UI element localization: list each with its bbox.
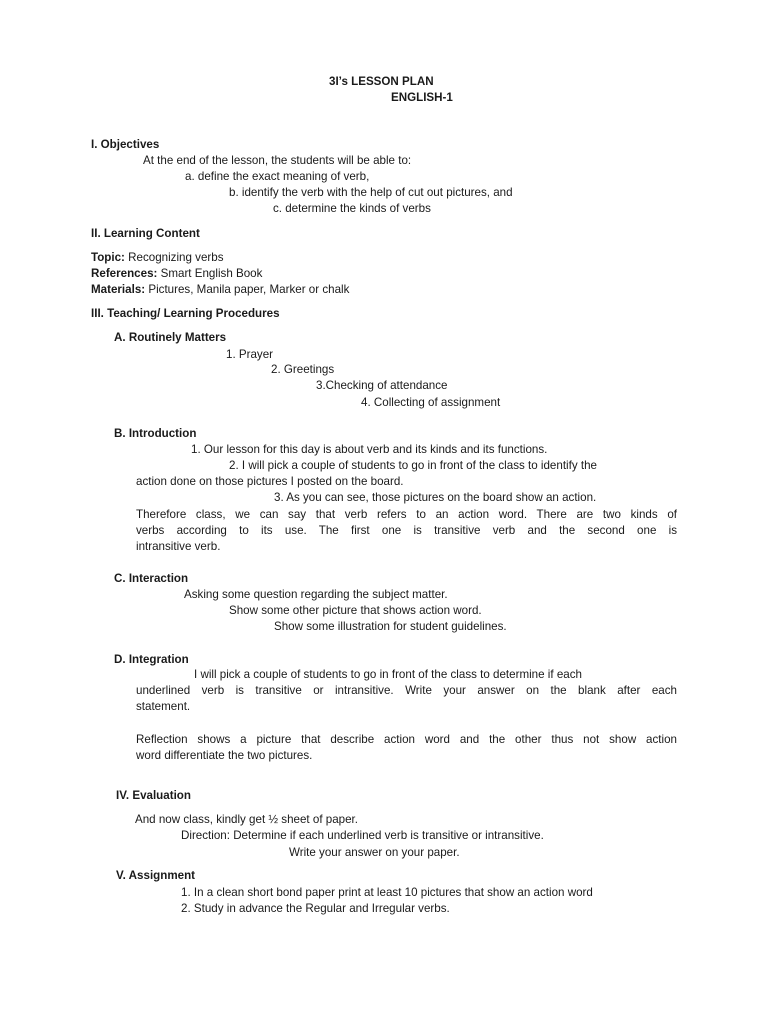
introduction-line: action done on those pictures I posted on the board.: [136, 475, 404, 488]
reflection-line: Reflection shows a picture that describe action word and the other thus not show action: [136, 733, 677, 746]
integration-line: underlined verb is transitive or intransitive. Write your answer on the blank after each: [136, 684, 677, 697]
interaction-heading: C. Interaction: [114, 572, 189, 585]
document-subtitle: ENGLISH-1: [391, 91, 453, 104]
references-value: Smart English Book: [157, 267, 263, 280]
learning-content-heading: II. Learning Content: [91, 227, 200, 240]
evaluation-line: Direction: Determine if each underlined verb is transitive or intransitive.: [181, 829, 544, 842]
assignment-item: 2. Study in advance the Regular and Irregular verbs.: [181, 902, 450, 915]
assignment-heading: V. Assignment: [116, 869, 196, 882]
topic-label: Topic:: [91, 251, 125, 264]
routine-item: 3.Checking of attendance: [316, 379, 448, 392]
materials-line: [91, 282, 349, 298]
materials-value: Pictures, Manila paper, Marker or chalk: [145, 283, 350, 296]
assignment-item: 1. In a clean short bond paper print at least 10 pictures that show an action word: [181, 886, 593, 899]
evaluation-line: And now class, kindly get ½ sheet of paper.: [135, 813, 358, 826]
objectives-intro: At the end of the lesson, the students will be able to:: [143, 154, 412, 167]
introduction-line: 3. As you can see, those pictures on the board show an action.: [274, 491, 597, 504]
objective-item: c. determine the kinds of verbs: [273, 202, 431, 215]
reflection-line: word differentiate the two pictures.: [136, 749, 313, 762]
interaction-line: Asking some question regarding the subject matter.: [184, 588, 448, 601]
topic-value: Recognizing verbs: [124, 251, 224, 264]
routine-item: 4. Collecting of assignment: [361, 396, 501, 409]
interaction-line: Show some other picture that shows action word.: [229, 604, 482, 617]
introduction-line: 1. Our lesson for this day is about verb and its kinds and its functions.: [191, 443, 548, 456]
objective-item: a. define the exact meaning of verb,: [185, 170, 370, 183]
introduction-line: verbs according to its use. The first one is transitive verb and the second one is: [136, 524, 677, 537]
document-title: 3I’s LESSON PLAN: [329, 75, 434, 88]
integration-line: I will pick a couple of students to go in front of the class to determine if each: [194, 668, 582, 681]
introduction-line: Therefore class, we can say that verb refers to an action word. There are two kinds of: [136, 508, 677, 521]
introduction-line: intransitive verb.: [136, 540, 221, 553]
routine-item: 2. Greetings: [271, 363, 335, 376]
materials-label: Materials:: [91, 283, 146, 296]
introduction-line: 2. I will pick a couple of students to go in front of the class to identify the: [229, 459, 597, 472]
evaluation-heading: IV. Evaluation: [116, 789, 191, 802]
objective-item: b. identify the verb with the help of cut out pictures, and: [229, 186, 513, 199]
procedures-heading: III. Teaching/ Learning Procedures: [91, 307, 280, 320]
references-line: [91, 266, 262, 282]
evaluation-line: Write your answer on your paper.: [289, 846, 460, 859]
routine-item: 1. Prayer: [226, 348, 274, 361]
routinely-heading: A. Routinely Matters: [114, 331, 227, 344]
topic-line: [91, 250, 224, 266]
integration-heading: D. Integration: [114, 653, 189, 666]
integration-line: statement.: [136, 700, 191, 713]
objectives-heading: I. Objectives: [91, 138, 160, 151]
interaction-line: Show some illustration for student guidelines.: [274, 620, 507, 633]
introduction-heading: B. Introduction: [114, 427, 197, 440]
references-label: References:: [91, 267, 158, 280]
